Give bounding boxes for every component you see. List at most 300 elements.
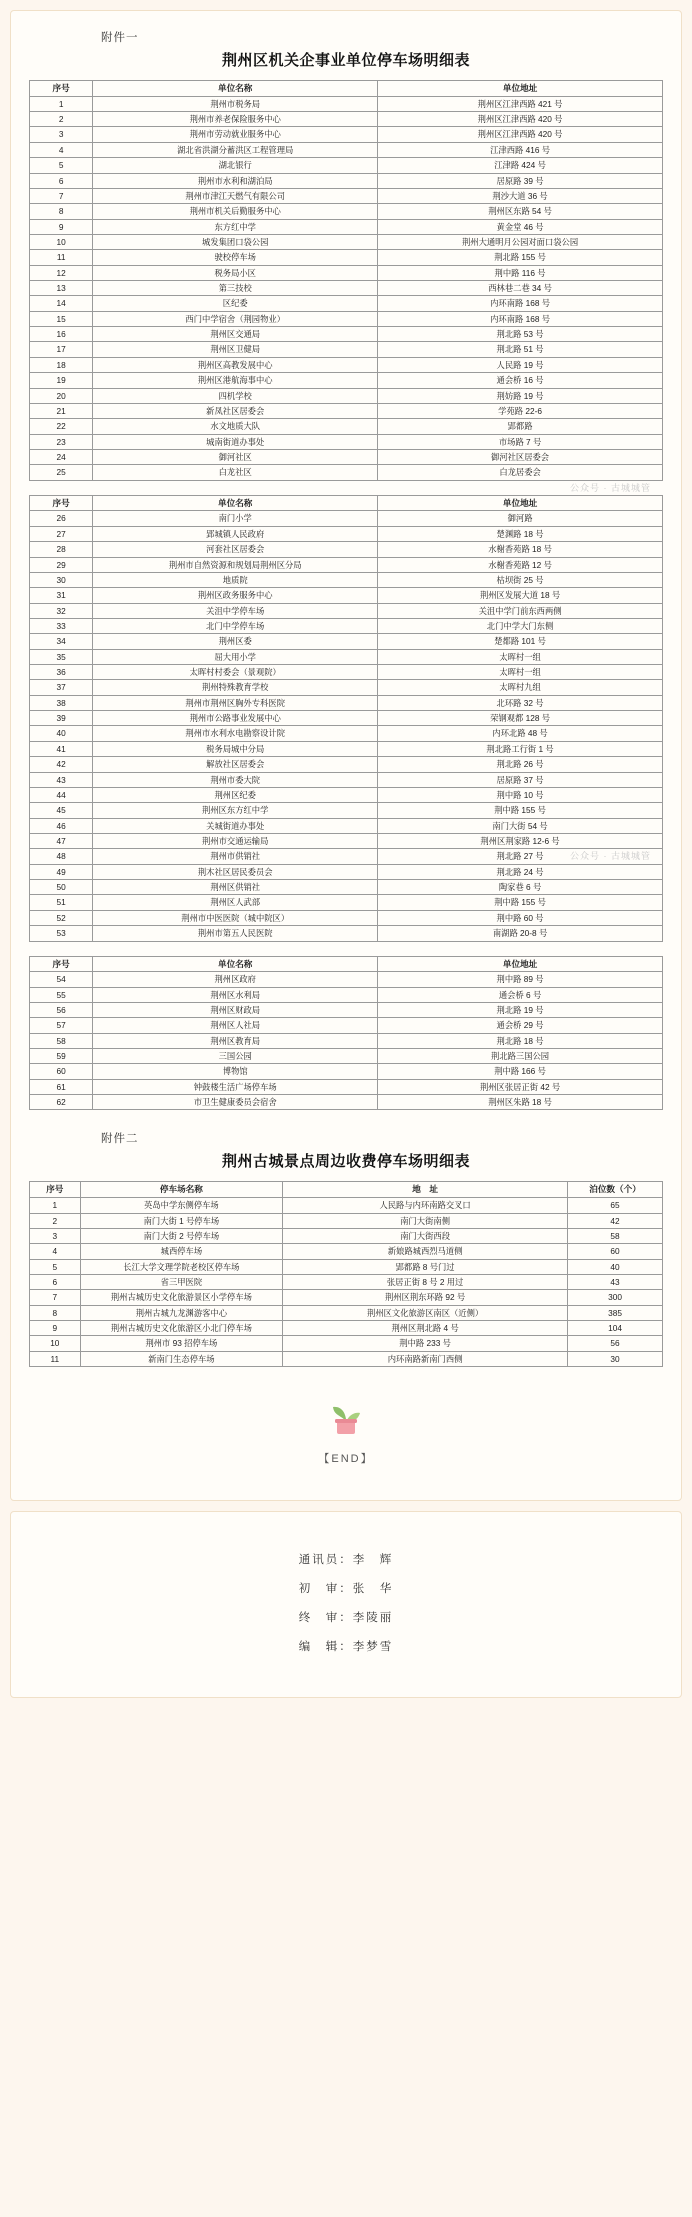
table-row (30, 1336, 663, 1351)
table-cell-2: 西林巷二巷 34 号 (378, 281, 663, 296)
table-cell-1: 荆州市养老保险服务中心 (93, 112, 378, 127)
table-cell-2: 太晖村一组 (378, 665, 663, 680)
table-cell-2: 荆北路工行街 1 号 (378, 741, 663, 756)
table-cell-0: 11 (30, 1351, 81, 1366)
table-row (30, 588, 663, 603)
table-header-row (30, 1182, 663, 1198)
table-cell-0: 39 (30, 711, 93, 726)
table-row (30, 1033, 663, 1048)
table-cell-0: 45 (30, 803, 93, 818)
table-row (30, 1064, 663, 1079)
table-cell-1: 荆州区人社局 (93, 1018, 378, 1033)
table-cell-0: 59 (30, 1049, 93, 1064)
scenic-parking-table (29, 1181, 663, 1367)
table-row (30, 388, 663, 403)
table-cell-2: 水榭香苑路 18 号 (378, 542, 663, 557)
table-cell-1: 荆州古城九龙渊游客中心 (80, 1305, 283, 1320)
table-cell-0: 11 (30, 250, 93, 265)
table-cell-2: 荆州区张居正街 42 号 (378, 1079, 663, 1094)
credit-line-reporter: 通讯员：李 辉 (298, 1554, 394, 1567)
table-cell-0: 22 (30, 419, 93, 434)
table-cell-1: 荆州区交通局 (93, 327, 378, 342)
table-row (30, 1213, 663, 1228)
table-cell-0: 19 (30, 373, 93, 388)
table-row (30, 772, 663, 787)
table-cell-0: 52 (30, 910, 93, 925)
parking-table-part3 (29, 956, 663, 1111)
table-row (30, 880, 663, 895)
parking-table-part1 (29, 80, 663, 481)
table-row (30, 834, 663, 849)
table-cell-1: 荆州市自然资源和规划局荆州区分局 (93, 557, 378, 572)
table-cell-2: 荣钢观都 128 号 (378, 711, 663, 726)
table-row (30, 511, 663, 526)
col-header-name: 单位名称 (93, 956, 378, 972)
attachment-one-label: 附件一 (101, 32, 139, 44)
table-row (30, 603, 663, 618)
table-cell-2: 黄金堂 46 号 (378, 219, 663, 234)
table-cell-0: 1 (30, 1198, 81, 1213)
table-cell-3: 40 (568, 1259, 663, 1274)
table-header-row (30, 495, 663, 511)
table-cell-0: 23 (30, 434, 93, 449)
table-cell-2: 郢都路 (378, 419, 663, 434)
table-row (30, 910, 663, 925)
table-cell-1: 荆州市劳动就业服务中心 (93, 127, 378, 142)
table-cell-1: 税务局城中分局 (93, 741, 378, 756)
table-cell-0: 47 (30, 834, 93, 849)
col-header-addr: 单位地址 (378, 81, 663, 97)
col-header-no: 序号 (30, 1182, 81, 1198)
table-cell-2: 陶家巷 6 号 (378, 880, 663, 895)
plant-icon (324, 1395, 368, 1439)
table-cell-1: 荆州市中医医院（城中院区） (93, 910, 378, 925)
table-cell-0: 28 (30, 542, 93, 557)
table-cell-1: 荆州区政府 (93, 972, 378, 987)
table-cell-1: 荆木社区居民委员会 (93, 864, 378, 879)
table-body-part1 (30, 96, 663, 480)
table-cell-2: 内环北路 48 号 (378, 726, 663, 741)
table-cell-0: 9 (30, 1321, 81, 1336)
table-cell-2: 江津路 424 号 (378, 158, 663, 173)
table-cell-3: 42 (568, 1213, 663, 1228)
table-cell-0: 56 (30, 1002, 93, 1017)
table-cell-2: 南湖路 20-8 号 (378, 926, 663, 941)
table-cell-0: 25 (30, 465, 93, 480)
table-cell-1: 税务局小区 (93, 265, 378, 280)
table-cell-0: 5 (30, 1259, 81, 1274)
table-cell-2: 关沮中学门前东西两侧 (378, 603, 663, 618)
table-cell-2: 荆中路 166 号 (378, 1064, 663, 1079)
table-row (30, 757, 663, 772)
table-cell-0: 18 (30, 357, 93, 372)
table-cell-2: 荆北路 53 号 (378, 327, 663, 342)
table-cell-2: 楚渊路 18 号 (378, 526, 663, 541)
table-row (30, 849, 663, 864)
table-cell-2: 荆州区江津西路 421 号 (378, 96, 663, 111)
table-row (30, 711, 663, 726)
table-cell-0: 49 (30, 864, 93, 879)
table-cell-2: 荆州区文化旅游区南区（近侧） (283, 1305, 568, 1320)
table-row (30, 173, 663, 188)
table-cell-1: 水文地质大队 (93, 419, 378, 434)
table-cell-1: 荆州区供销社 (93, 880, 378, 895)
table-cell-2: 内环南路新南门西侧 (283, 1351, 568, 1366)
table-cell-1: 荆州市津江天燃气有限公司 (93, 188, 378, 203)
table-cell-0: 14 (30, 296, 93, 311)
table-cell-2: 御河路 (378, 511, 663, 526)
table-cell-2: 南门大街西段 (283, 1228, 568, 1243)
table-cell-2: 荆州区朱路 18 号 (378, 1095, 663, 1110)
table-cell-1: 荆州市第五人民医院 (93, 926, 378, 941)
table-cell-1: 荆州市 93 招停车场 (80, 1336, 283, 1351)
table-cell-1: 荆州市公路事业发展中心 (93, 711, 378, 726)
table-cell-0: 9 (30, 219, 93, 234)
table-cell-1: 北门中学停车场 (93, 618, 378, 633)
table-row (30, 1002, 663, 1017)
col-header-addr: 单位地址 (378, 495, 663, 511)
table-cell-1: 解放社区居委会 (93, 757, 378, 772)
table-cell-0: 27 (30, 526, 93, 541)
table-row (30, 1305, 663, 1320)
col-header-count: 泊位数（个） (568, 1182, 663, 1198)
watermark-2: 公众号 · 古城城管 (570, 851, 651, 861)
table-cell-0: 41 (30, 741, 93, 756)
table-cell-1: 驶校停车场 (93, 250, 378, 265)
table-cell-1: 湖北银行 (93, 158, 378, 173)
table-row (30, 234, 663, 249)
table-cell-2: 御河社区居委会 (378, 450, 663, 465)
table-cell-1: 关城街道办事处 (93, 818, 378, 833)
table-cell-0: 21 (30, 403, 93, 418)
table-cell-0: 8 (30, 204, 93, 219)
table-cell-2: 荆中路 60 号 (378, 910, 663, 925)
table-header-row (30, 956, 663, 972)
table-cell-1: 省三甲医院 (80, 1275, 283, 1290)
table-cell-1: 荆州市交通运输局 (93, 834, 378, 849)
table-row (30, 1275, 663, 1290)
table-cell-0: 48 (30, 849, 93, 864)
table-cell-1: 荆州市荆州区胸外专科医院 (93, 695, 378, 710)
table-cell-0: 57 (30, 1018, 93, 1033)
table-cell-2: 张居正街 8 号 2 用过 (283, 1275, 568, 1290)
table-cell-2: 居原路 37 号 (378, 772, 663, 787)
table-cell-3: 60 (568, 1244, 663, 1259)
table-row (30, 1244, 663, 1259)
table-cell-1: 荆州区东方红中学 (93, 803, 378, 818)
table-cell-2: 荆州区荆家路 12-6 号 (378, 834, 663, 849)
table-cell-2: 荆中路 116 号 (378, 265, 663, 280)
table-cell-0: 43 (30, 772, 93, 787)
table-cell-0: 2 (30, 1213, 81, 1228)
table-cell-2: 荆北路三国公园 (378, 1049, 663, 1064)
table-row (30, 542, 663, 557)
table-cell-1: 荆州古城历史文化旅游区小北门停车场 (80, 1321, 283, 1336)
table-cell-0: 31 (30, 588, 93, 603)
table-cell-1: 第三技校 (93, 281, 378, 296)
table-cell-2: 荆州区发展大道 18 号 (378, 588, 663, 603)
table-row (30, 680, 663, 695)
table-cell-2: 人民路与内环南路交叉口 (283, 1198, 568, 1213)
table-row (30, 1198, 663, 1213)
table-cell-1: 荆州市委大院 (93, 772, 378, 787)
table-cell-1: 荆州市税务局 (93, 96, 378, 111)
table-cell-1: 荆州区高教发展中心 (93, 357, 378, 372)
table-cell-1: 荆州区纪委 (93, 787, 378, 802)
table-cell-2: 太晖村九组 (378, 680, 663, 695)
table-cell-3: 58 (568, 1228, 663, 1243)
table-cell-1: 荆州区卫健局 (93, 342, 378, 357)
end-block (29, 1367, 663, 1476)
table-cell-0: 3 (30, 1228, 81, 1243)
table-row (30, 465, 663, 480)
table-cell-1: 南门大街 1 号停车场 (80, 1213, 283, 1228)
table-row (30, 188, 663, 203)
table-cell-1: 荆州市供销社 (93, 849, 378, 864)
table-cell-0: 61 (30, 1079, 93, 1094)
table-cell-2: 荆中路 89 号 (378, 972, 663, 987)
table-row (30, 419, 663, 434)
table-cell-2: 荆北路 155 号 (378, 250, 663, 265)
table-cell-1: 荆州市水利水电勘察设计院 (93, 726, 378, 741)
table-cell-0: 34 (30, 634, 93, 649)
table-row (30, 1351, 663, 1366)
table-row (30, 726, 663, 741)
table-cell-2: 江津西路 416 号 (378, 142, 663, 157)
table-cell-2: 荆北路 27 号 (378, 849, 663, 864)
table-row (30, 665, 663, 680)
table-cell-2: 荆州区东路 54 号 (378, 204, 663, 219)
table-row (30, 403, 663, 418)
table-row (30, 1259, 663, 1274)
table-cell-1: 御河社区 (93, 450, 378, 465)
table-cell-2: 南门大街南侧 (283, 1213, 568, 1228)
table-cell-0: 46 (30, 818, 93, 833)
table-cell-2: 荆沙大道 36 号 (378, 188, 663, 203)
table-cell-0: 13 (30, 281, 93, 296)
table-cell-2: 通会桥 16 号 (378, 373, 663, 388)
table-cell-2: 荆北路 18 号 (378, 1033, 663, 1048)
table-row (30, 787, 663, 802)
table-cell-2: 荆州区江津西路 420 号 (378, 112, 663, 127)
table-row (30, 265, 663, 280)
table-row (30, 572, 663, 587)
table-cell-1: 湖北省洪湖分蓄洪区工程管理局 (93, 142, 378, 157)
table-row (30, 434, 663, 449)
table-cell-2: 荆北路 51 号 (378, 342, 663, 357)
table-cell-0: 12 (30, 265, 93, 280)
watermark-1: 公众号 · 古城城管 (570, 483, 651, 493)
table-cell-1: 太晖村村委会（景观院） (93, 665, 378, 680)
table-cell-2: 北门中学大门东侧 (378, 618, 663, 633)
table-row (30, 296, 663, 311)
table-cell-0: 51 (30, 895, 93, 910)
table-cell-0: 42 (30, 757, 93, 772)
attachment-two-title: 荆州古城景点周边收费停车场明细表 (221, 1153, 470, 1171)
table-cell-1: 博物馆 (93, 1064, 378, 1079)
table-cell-1: 荆州区政务服务中心 (93, 588, 378, 603)
attachment-one-card (10, 10, 682, 1501)
table-body-part2 (30, 511, 663, 941)
table-row (30, 219, 663, 234)
table-cell-1: 白龙社区 (93, 465, 378, 480)
table-row (30, 895, 663, 910)
table-row (30, 96, 663, 111)
table-cell-1: 城南街道办事处 (93, 434, 378, 449)
table-cell-1: 四机学校 (93, 388, 378, 403)
table-row (30, 142, 663, 157)
table-cell-0: 55 (30, 987, 93, 1002)
table-cell-0: 15 (30, 311, 93, 326)
table-cell-3: 104 (568, 1321, 663, 1336)
col-header-no: 序号 (30, 956, 93, 972)
table-cell-0: 26 (30, 511, 93, 526)
table-row (30, 311, 663, 326)
table-cell-2: 内环南路 168 号 (378, 296, 663, 311)
table-cell-2: 白龙居委会 (378, 465, 663, 480)
table-cell-0: 36 (30, 665, 93, 680)
table-cell-2: 荆中路 10 号 (378, 787, 663, 802)
table-row (30, 112, 663, 127)
table-cell-1: 郢城镇人民政府 (93, 526, 378, 541)
table-cell-1: 荆州区港航海事中心 (93, 373, 378, 388)
table-cell-2: 荆北路 24 号 (378, 864, 663, 879)
table-row (30, 803, 663, 818)
table-row (30, 1049, 663, 1064)
table-row (30, 450, 663, 465)
table-cell-0: 4 (30, 1244, 81, 1259)
table-cell-0: 4 (30, 142, 93, 157)
table-row (30, 864, 663, 879)
table-row (30, 972, 663, 987)
table-cell-0: 1 (30, 96, 93, 111)
table-cell-1: 荆州区人武部 (93, 895, 378, 910)
table-cell-0: 17 (30, 342, 93, 357)
table-cell-1: 荆州市水利和湖泊局 (93, 173, 378, 188)
table-cell-2: 枯坝街 25 号 (378, 572, 663, 587)
table-cell-2: 北环路 32 号 (378, 695, 663, 710)
attachment-two-label: 附件二 (101, 1133, 139, 1146)
col-header-addr: 地 址 (283, 1182, 568, 1198)
table-cell-0: 20 (30, 388, 93, 403)
table-cell-0: 7 (30, 1290, 81, 1305)
table-row (30, 1095, 663, 1110)
table-cell-0: 40 (30, 726, 93, 741)
scenic-table-body (30, 1198, 663, 1367)
table-cell-1: 荆州特殊教育学校 (93, 680, 378, 695)
table-row (30, 281, 663, 296)
table-cell-2: 内环南路 168 号 (378, 311, 663, 326)
document-page (0, 10, 692, 2217)
table-cell-2: 太晖村一组 (378, 649, 663, 664)
table-cell-2: 新娘路城西烈马道侧 (283, 1244, 568, 1259)
table-row (30, 342, 663, 357)
table-row (30, 1321, 663, 1336)
table-cell-2: 荆中路 233 号 (283, 1336, 568, 1351)
table-cell-1: 新南门生态停车场 (80, 1351, 283, 1366)
table-cell-1: 荆州古城历史文化旅游景区小学停车场 (80, 1290, 283, 1305)
table-cell-2: 荆州区荆东环路 92 号 (283, 1290, 568, 1305)
table-cell-2: 楚都路 101 号 (378, 634, 663, 649)
table-cell-2: 居原路 39 号 (378, 173, 663, 188)
table-cell-0: 2 (30, 112, 93, 127)
table-cell-0: 6 (30, 173, 93, 188)
table-row (30, 1228, 663, 1243)
table-cell-1: 新凤社区居委会 (93, 403, 378, 418)
table-cell-1: 荆州区水利局 (93, 987, 378, 1002)
table-cell-1: 荆州区教育局 (93, 1033, 378, 1048)
table-cell-3: 56 (568, 1336, 663, 1351)
table-cell-3: 385 (568, 1305, 663, 1320)
table-row (30, 649, 663, 664)
table-cell-0: 38 (30, 695, 93, 710)
table-cell-1: 荆州区财政局 (93, 1002, 378, 1017)
table-row (30, 373, 663, 388)
table-cell-1: 城西停车场 (80, 1244, 283, 1259)
table-row (30, 741, 663, 756)
col-header-name: 单位名称 (93, 81, 378, 97)
table-cell-1: 关沮中学停车场 (93, 603, 378, 618)
table-row (30, 695, 663, 710)
table-cell-1: 区纪委 (93, 296, 378, 311)
table-cell-0: 30 (30, 572, 93, 587)
table-cell-0: 29 (30, 557, 93, 572)
table-cell-2: 人民路 19 号 (378, 357, 663, 372)
table-cell-2: 市场路 7 号 (378, 434, 663, 449)
table-cell-1: 英岛中学东侧停车场 (80, 1198, 283, 1213)
table-cell-2: 郢都路 8 号门过 (283, 1259, 568, 1274)
table-cell-0: 6 (30, 1275, 81, 1290)
table-row (30, 634, 663, 649)
table-cell-2: 荆中路 155 号 (378, 803, 663, 818)
table-cell-0: 37 (30, 680, 93, 695)
table-cell-1: 河套社区居委会 (93, 542, 378, 557)
table-cell-2: 通会桥 6 号 (378, 987, 663, 1002)
table-cell-1: 西门中学宿舍（荆园物业） (93, 311, 378, 326)
table-row (30, 327, 663, 342)
table-row (30, 204, 663, 219)
table-cell-1: 荆州区委 (93, 634, 378, 649)
table-row (30, 250, 663, 265)
table-cell-0: 10 (30, 1336, 81, 1351)
table-cell-1: 荆州市机关后勤服务中心 (93, 204, 378, 219)
table-row (30, 818, 663, 833)
table-cell-1: 城发集团口袋公园 (93, 234, 378, 249)
table-row (30, 1018, 663, 1033)
table-cell-0: 54 (30, 972, 93, 987)
end-text: 【END】 (318, 1453, 374, 1466)
table-cell-0: 62 (30, 1095, 93, 1110)
col-header-name: 单位名称 (93, 495, 378, 511)
table-cell-1: 屈大用小学 (93, 649, 378, 664)
table-row (30, 357, 663, 372)
table-row (30, 158, 663, 173)
table-cell-2: 荆州大通明月公园对面口袋公园 (378, 234, 663, 249)
table-cell-0: 10 (30, 234, 93, 249)
credit-line-first-review: 初 审：张 华 (298, 1583, 394, 1596)
table-header-row (30, 81, 663, 97)
table-cell-0: 53 (30, 926, 93, 941)
table-cell-2: 荆妨路 19 号 (378, 388, 663, 403)
table-cell-2: 南门大街 54 号 (378, 818, 663, 833)
table-cell-1: 三国公园 (93, 1049, 378, 1064)
table-cell-0: 35 (30, 649, 93, 664)
table-cell-0: 32 (30, 603, 93, 618)
table-cell-2: 荆州区江津西路 420 号 (378, 127, 663, 142)
attachment-one-title: 荆州区机关企事业单位停车场明细表 (221, 52, 470, 69)
table-cell-1: 南门小学 (93, 511, 378, 526)
table-cell-1: 东方红中学 (93, 219, 378, 234)
